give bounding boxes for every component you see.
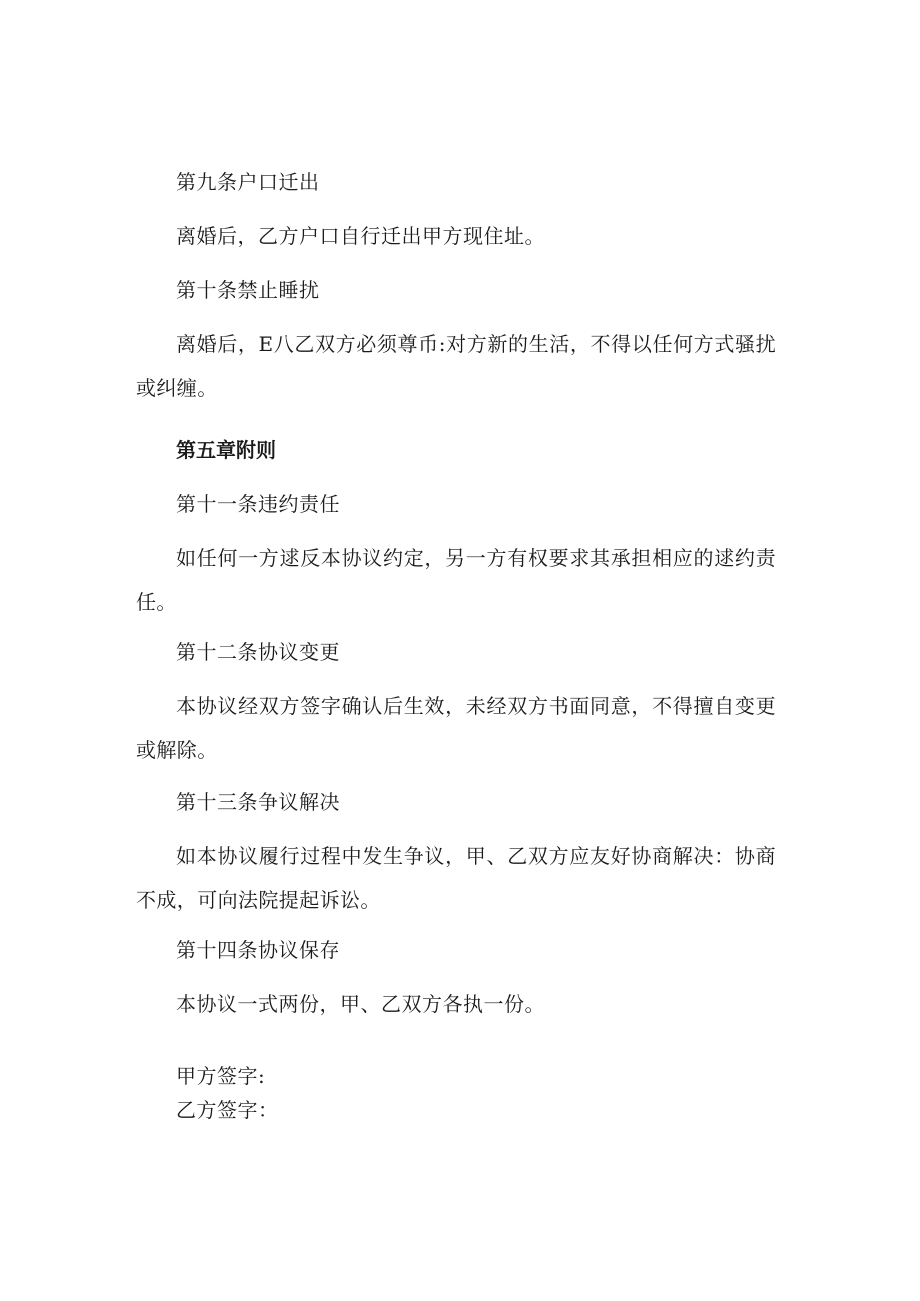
article-14-title: 第十四条协议保存 xyxy=(176,938,340,962)
article-12-body: 本协议经双方签字确认后生效，未经双方书面同意，不得擅自变更或解除。 xyxy=(136,694,776,762)
article-14-body: 本协议一式两份，甲、乙双方各执一份。 xyxy=(176,992,545,1016)
party-b-signature-label: 乙方签字： xyxy=(176,1098,279,1122)
article-11-title: 第十一条违约责任 xyxy=(176,492,340,516)
article-9-body: 离婚后，乙方户口自行迁出甲方现住址。 xyxy=(176,224,545,248)
article-10-title: 第十条禁止睡扰 xyxy=(176,278,320,302)
party-a-signature-label: 甲方签字: xyxy=(176,1064,266,1088)
article-13-body: 如本协议履行过程中发生争议，甲、乙双方应友好协商解决：协商不成，可向法院提起诉讼。 xyxy=(136,844,776,912)
chapter-5-title: 第五章附则 xyxy=(176,438,276,462)
article-9-title: 第九条户口迁出 xyxy=(176,170,320,194)
article-12-title: 第十二条协议变更 xyxy=(176,640,340,664)
article-11-body: 如任何一方逑反本协议约定，另一方有权要求其承担相应的逑约责任。 xyxy=(136,546,776,614)
article-13-title: 第十三条争议解决 xyxy=(176,790,340,814)
article-10-body: 离婚后，E八乙双方必须尊币:对方新的生活，不得以任何方式骚扰或纠缠。 xyxy=(136,332,776,400)
